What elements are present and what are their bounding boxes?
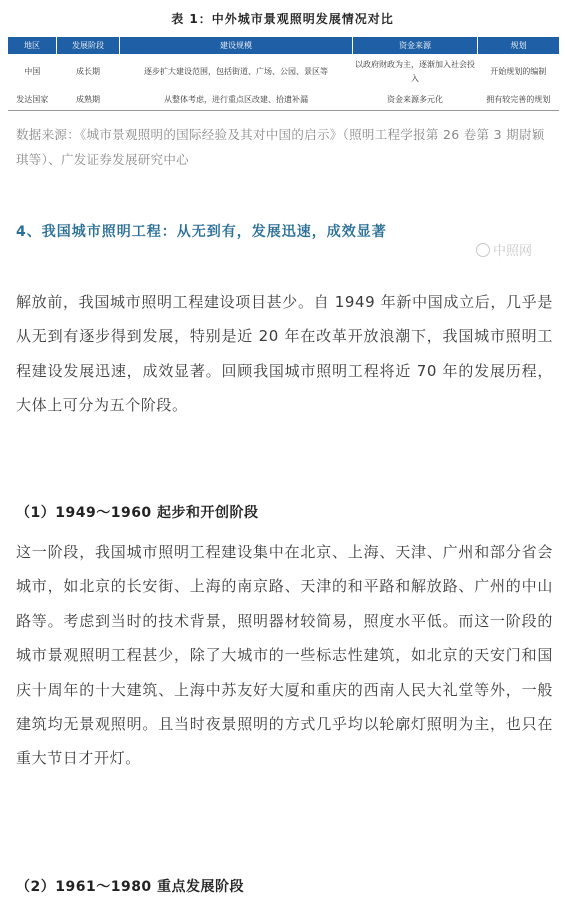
section-heading: 4、我国城市照明工程：从无到有，发展迅速，成效显著 (16, 224, 387, 240)
table-cell: 发达国家 (16, 95, 49, 104)
header-region: 地区 (8, 37, 57, 54)
table-header-row (8, 37, 559, 54)
header-planning: 规划 (478, 37, 560, 54)
stage2-heading: （2）1961～1980 重点发展阶段 (16, 879, 245, 895)
stage1-paragraph: 这一阶段，我国城市照明工程建设集中在北京、上海、天津、广州和部分省会城市，如北京的长安街、上海的南京路、天津的和平路和解放路、广州的中山路等。考虑到当时的技术背景，照明器材较简易，照度水平低。而这一阶段的城市景观照明工程甚少，除了大城市的一些标志性建筑，如北京的天安门和国庆十周年的十大建筑、上海中苏友好大厦和重庆的西南人民大礼堂等外，一般建筑均无景观照明。且当时夜景照明的方式几乎均以轮廓灯照明为主，也只在重大节日才开灯。 (16, 543, 553, 768)
table-cell: 以政府财政为主，逐渐加入社会投入 (355, 60, 475, 83)
stage1-heading: （1）1949～1960 起步和开创阶段 (16, 505, 259, 521)
watermark-text: 中照网 (493, 244, 533, 259)
table-cell: 成长期 (76, 67, 100, 76)
table-cell: 逐步扩大建设范围，包括街道、广场、公园、景区等 (144, 67, 328, 76)
table-row (8, 90, 559, 111)
watermark-logo-icon (476, 243, 490, 257)
watermark (476, 240, 532, 259)
table-row (8, 54, 559, 90)
table-cell: 拥有较完善的规划 (486, 95, 551, 104)
table-cell: 中国 (24, 67, 41, 76)
header-funding: 资金来源 (353, 37, 478, 54)
comparison-table (8, 37, 559, 111)
header-scale: 建设规模 (120, 37, 353, 54)
data-source-note: 数据来源：《城市景观照明的国际经验及其对中国的启示》（照明工程学报第 26 卷第 3 期尉颖琪等）、广发证券发展研究中心 (16, 127, 545, 167)
header-stage: 发展阶段 (57, 37, 120, 54)
table-cell: 开始规划的编制 (490, 67, 547, 76)
table-title: 表 1：中外城市景观照明发展情况对比 (171, 12, 394, 26)
table-cell: 成熟期 (76, 95, 100, 104)
intro-paragraph: 解放前，我国城市照明工程建设项目甚少。自 1949 年新中国成立后，几乎是从无到有逐步得到发展，特别是近 20 年在改革开放浪潮下，我国城市照明工程建设发展迅速，成效显著。回顾我国城市照明工程将近 70 年的发展历程，大体上可分为五个阶段。 (16, 293, 553, 415)
table-cell: 从整体考虑，进行重点区改建、拾遗补漏 (164, 95, 308, 104)
table-cell: 资金来源多元化 (387, 95, 443, 104)
